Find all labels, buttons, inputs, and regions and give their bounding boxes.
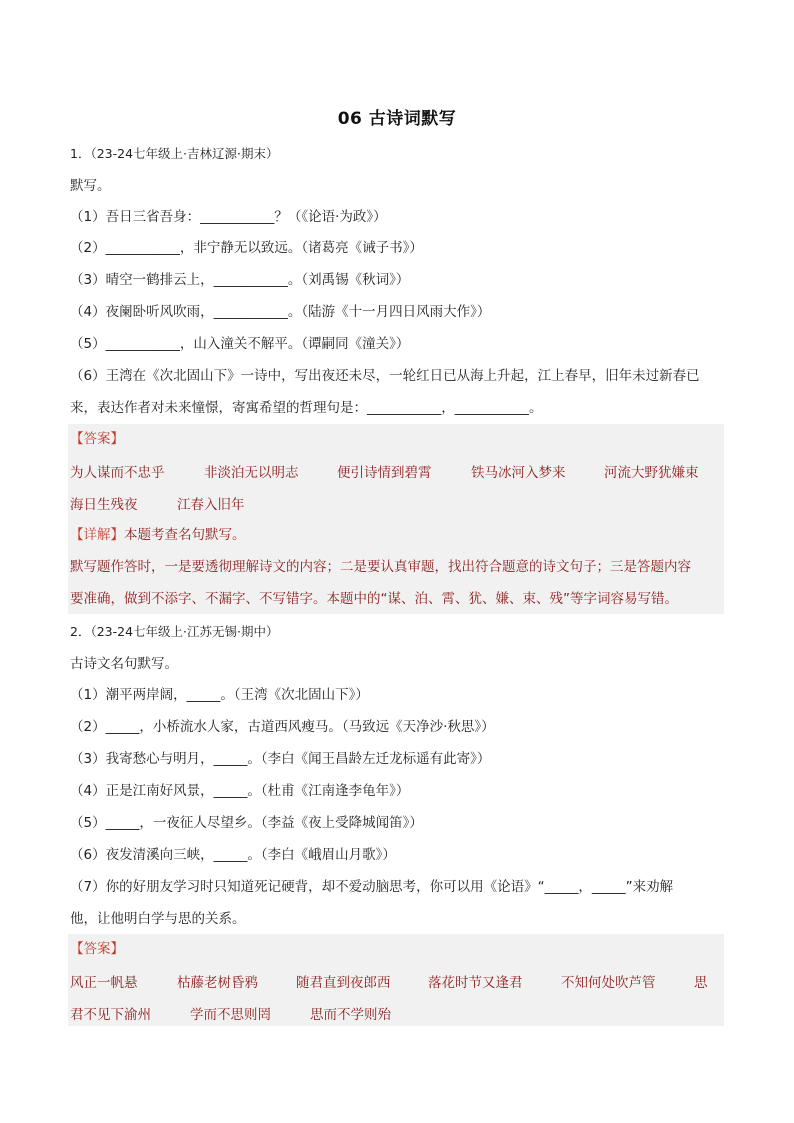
answer-2-3: 随君直到夜郎西 (296, 975, 391, 991)
question-1-item-1: （1）吾日三省吾身：___________？（《论语·为政》） (70, 209, 387, 225)
question-1-item-5: （5）___________，山入潼关不解平。（谭嗣同《潼关》） (70, 336, 410, 352)
answer-1-6: 海日生残夜 (70, 497, 138, 513)
question-1-item-3: （3）晴空一鹤排云上，___________。（刘禹锡《秋词》） (70, 272, 410, 288)
question-1-item-6b: 来，表达作者对未来憧憬，寄寓希望的哲理句是：___________，___________。 (70, 400, 543, 416)
answer-1-1: 为人谋而不忠乎 (70, 465, 165, 481)
answer-2-8: 学而不思则罔 (190, 1007, 271, 1023)
answer-2-6: 思 (694, 975, 708, 991)
question-1-header: 1．（23-24七年级上·吉林辽源·期末） (70, 146, 279, 161)
answer-2-9: 思而不学则殆 (310, 1007, 391, 1023)
detail-line-1 (70, 525, 730, 545)
answer-label-2: 【答案】 (70, 941, 124, 957)
answer-2-2: 枯藤老树昏鸦 (177, 975, 258, 991)
page-title: 06 古诗词默写 (337, 109, 457, 129)
answer-label-1: 【答案】 (70, 431, 124, 447)
question-2-item-1: （1）潮平两岸阔，_____。（王湾《次北固山下》） (70, 687, 369, 703)
answer-1-5: 河流大野犹嫌束 (604, 465, 699, 481)
question-2-item-3: （3）我寄愁心与明月，_____。（李白《闻王昌龄左迁龙标遥有此寄》） (70, 751, 491, 767)
question-2-item-7a: （7）你的好朋友学习时只知道死记硬背，却不爱动脑思考，你可以用《论语》“_____，_____”来劝解 (70, 879, 674, 895)
detail-label: 【详解】 (70, 527, 124, 543)
answer-1-3: 便引诗情到碧霄 (337, 465, 432, 481)
question-2-header: 2．（23-24七年级上·江苏无锡·期中） (70, 624, 279, 639)
detail-line-3: 要准确，做到不添字、不漏字、不写错字。本题中的“谋、泊、霄、犹、嫌、束、残”等字词容易写错。 (70, 591, 678, 607)
detail-line-2: 默写题作答时，一是要透彻理解诗文的内容；二是要认真审题，找出符合题意的诗文句子；三是答题内容 (70, 559, 691, 575)
question-2-intro: 古诗文名句默写。 (70, 656, 178, 672)
detail-first: 本题考查名句默写。 (124, 527, 246, 543)
answer-2-5: 不知何处吹芦管 (561, 975, 656, 991)
question-1-item-4: （4）夜阑卧听风吹雨，___________。（陆游《十一月四日风雨大作》） (70, 304, 491, 320)
question-2-item-6: （6）夜发清溪向三峡，_____。（李白《峨眉山月歌》） (70, 847, 396, 863)
answer-2-1: 风正一帆悬 (70, 975, 138, 991)
question-1-item-2: （2）___________，非宁静无以致远。（诸葛亮《诫子书》） (70, 240, 423, 256)
question-2-item-4: （4）正是江南好风景，_____。（杜甫《江南逢李龟年》） (70, 783, 410, 799)
answer-2-7: 君不见下渝州 (70, 1007, 151, 1023)
question-2-item-7b: 他，让他明白学与思的关系。 (70, 911, 246, 927)
answer-1-2: 非淡泊无以明志 (204, 465, 299, 481)
answer-1-4: 铁马冰河入梦来 (471, 465, 566, 481)
question-1-intro: 默写。 (70, 178, 111, 194)
question-2-item-5: （5）_____，一夜征人尽望乡。（李益《夜上受降城闻笛》） (70, 815, 423, 831)
answer-1-7: 江春入旧年 (177, 497, 245, 513)
answer-2-4: 落花时节又逢君 (428, 975, 523, 991)
question-2-item-2: （2）_____，小桥流水人家，古道西风瘦马。（马致远《天净沙·秋思》） (70, 719, 495, 735)
question-1-item-6a: （6）王湾在《次北固山下》一诗中，写出夜还未尽，一轮红日已从海上升起，江上春早，旧年未过新春已 (70, 368, 700, 384)
answer-panel-1 (68, 424, 724, 614)
